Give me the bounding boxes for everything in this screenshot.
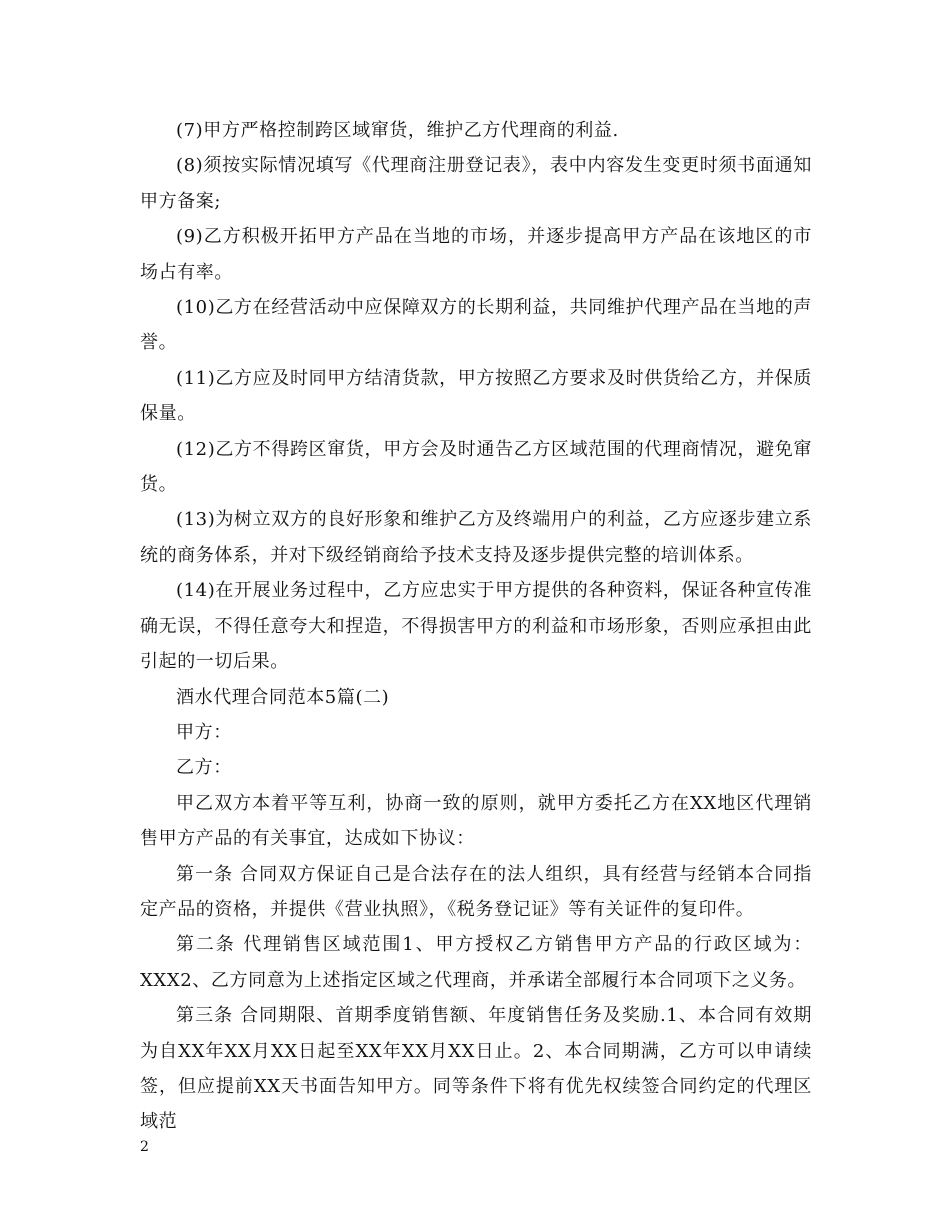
section-title: 酒水代理合同范本5篇(二): [176, 686, 390, 708]
preamble-paragraph: 甲乙双方本着平等互利，协商一致的原则，就甲方委托乙方在XX地区代理销售甲方产品的有关事宜，达成如下协议：: [140, 792, 812, 850]
clause-8: (8)须按实际情况填写《代理商注册登记表》，表中内容发生变更时须书面通知甲方备案;: [140, 155, 812, 212]
clause-14: (14)在开展业务过程中，乙方应忠实于甲方提供的各种资料，保证各种宣传准确无误，不得任意夸大和捏造，不得损害甲方的利益和市场形象，否则应承担由此引起的一切后果。: [140, 580, 812, 673]
clause-10: (10)乙方在经营活动中应保障双方的长期利益，共同维护代理产品在当地的声誉。: [140, 297, 812, 354]
clause-7: (7)甲方严格控制跨区域窜货，维护乙方代理商的利益.: [176, 120, 619, 141]
document-body: [140, 113, 812, 1140]
article-1: 第一条 合同双方保证自己是合法存在的法人组织，具有经营与经销本合同指定产品的资格，并提供《营业执照》，《税务登记证》等有关证件的复印件。: [140, 863, 812, 920]
clause-12: (12)乙方不得跨区窜货，甲方会及时通告乙方区域范围的代理商情况，避免窜货。: [140, 438, 812, 496]
clause-9: (9)乙方积极开拓甲方产品在当地的市场，并逐步提高甲方产品在该地区的市场占有率。: [140, 226, 812, 283]
clause-13: (13)为树立双方的良好形象和维护乙方及终端用户的利益，乙方应逐步建立系统的商务体系，并对下级经销商给予技术支持及逐步提供完整的培训体系。: [140, 509, 812, 566]
party-b-label: 乙方：: [176, 757, 232, 779]
article-2: 第二条 代理销售区域范围1、甲方授权乙方销售甲方产品的行政区域为：XXX2、乙方同意为上述指定区域之代理商，并承诺全部履行本合同项下之义务。: [140, 934, 812, 991]
clause-11: (11)乙方应及时同甲方结清货款，甲方按照乙方要求及时供货给乙方，并保质保量。: [140, 367, 812, 425]
party-a-label: 甲方：: [176, 721, 232, 743]
article-3: 第三条 合同期限、首期季度销售额、年度销售任务及奖励.1、本合同有效期为自XX年XX月XX日起至XX年XX月XX日止。2、本合同期满，乙方可以申请续签，但应提前XX天书面告知甲方。同等条件下将有优先权续签合同约定的代理区域范: [140, 1005, 812, 1133]
page-number: 2: [140, 1139, 149, 1155]
